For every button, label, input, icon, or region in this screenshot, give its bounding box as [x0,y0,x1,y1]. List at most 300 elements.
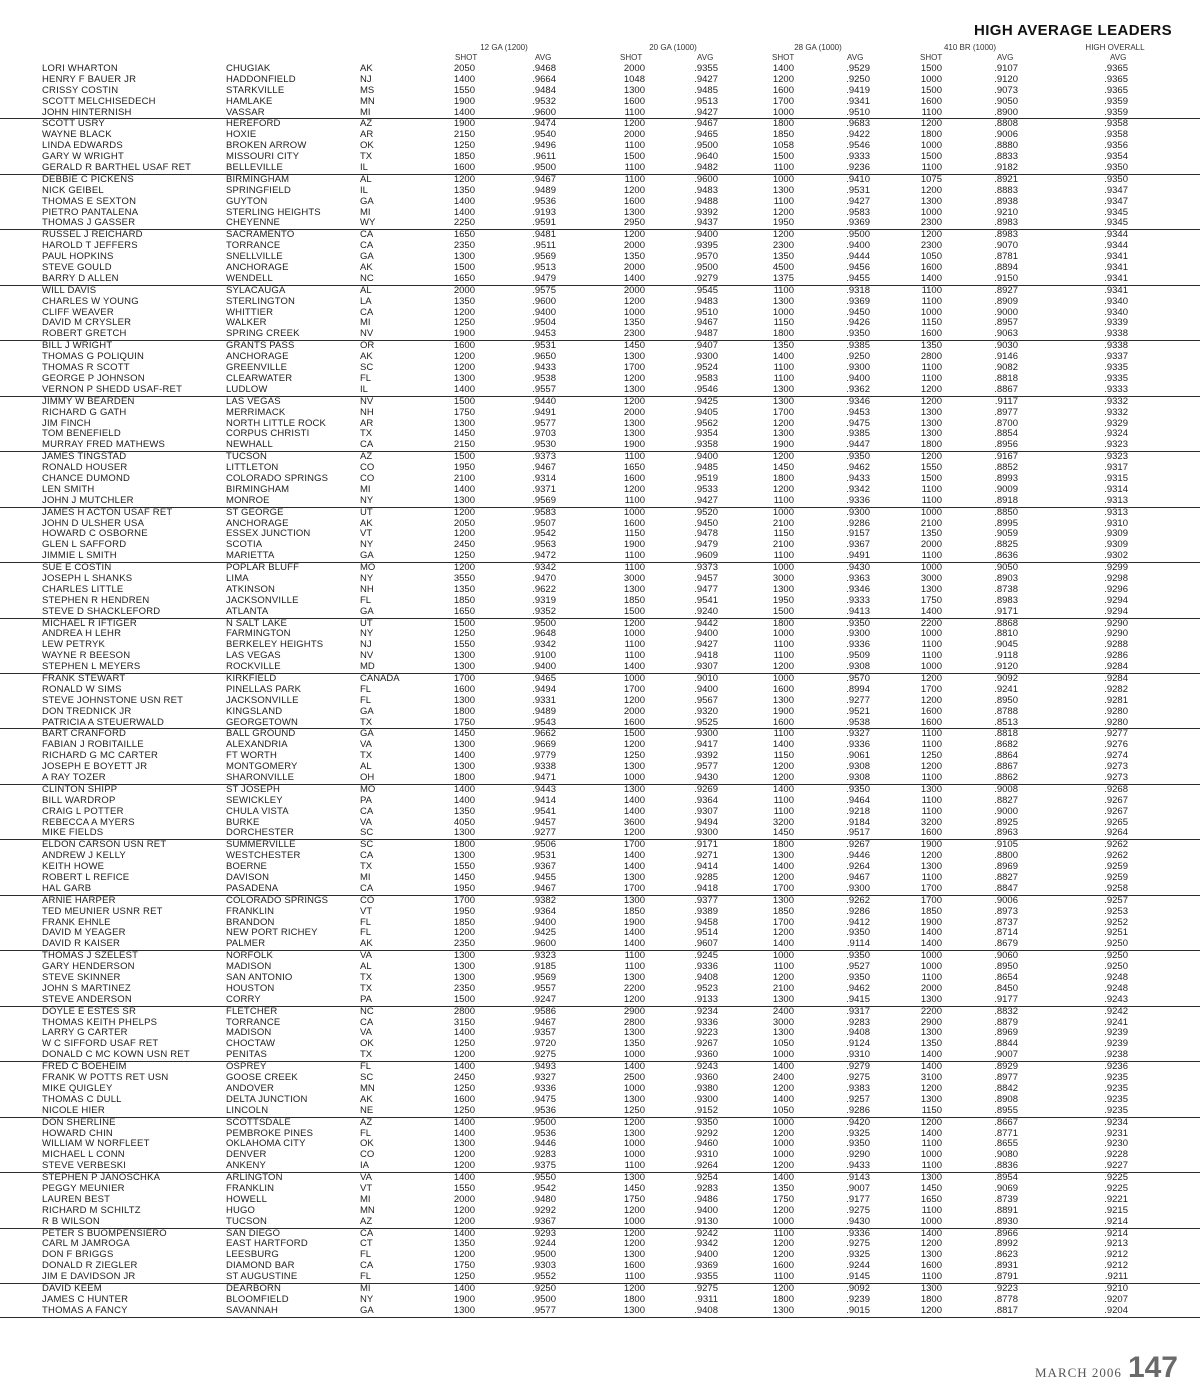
cell-avg-overall: .9273 [1104,772,1128,783]
issue-date: MARCH 2006 [1035,1365,1122,1380]
cell-avg-12: .9586 [532,1005,556,1017]
cell-avg-12: .9303 [532,1260,556,1272]
cell-state: OK [360,140,374,152]
cell-state: IL [360,383,368,395]
cell-avg-12: .9664 [532,73,556,85]
cell-city: ANCHORAGE [226,351,289,363]
cell-shot-28: 1850 [772,905,794,917]
cell-avg-12: .9569 [532,494,556,506]
cell-shot-12: 1350 [453,1238,475,1250]
cell-avg-410: .9063 [994,328,1018,340]
cell-name: DON SHERLINE [42,1116,116,1128]
cell-shot-28: 1200 [772,772,794,783]
cell-name: JAMES H ACTON USAF RET [42,506,173,518]
cell-name: JOHN S MARTINEZ [42,982,131,994]
table-row [0,563,1200,574]
cell-shot-20: 1300 [623,894,645,906]
cell-avg-20: .9520 [694,506,718,518]
cell-avg-410: .8950 [994,961,1018,973]
table-row [0,274,1200,285]
cell-avg-12: .9542 [532,1182,556,1194]
cell-city: LINCOLN [226,1104,269,1116]
cell-name: KEITH HOWE [42,861,105,873]
table-row [0,729,1200,740]
table-row [0,984,1200,995]
cell-shot-12: 2050 [453,517,475,529]
page-footer [1035,1351,1178,1385]
row-group [0,619,1200,674]
cell-avg-12: .9552 [532,1271,556,1283]
cell-city: PALMER [226,938,266,950]
cell-shot-20: 1100 [624,961,645,973]
cell-shot-12: 1400 [453,106,475,118]
cell-avg-28: .9475 [846,417,870,429]
cell-name: TED MEUNIER USNR RET [42,905,163,917]
cell-shot-12: 1400 [453,750,475,762]
cell-shot-20: 2900 [623,1005,645,1017]
cell-city: ATLANTA [226,605,269,617]
cell-avg-overall: .9248 [1104,972,1128,984]
cell-shot-410: 3200 [920,816,942,828]
table-row [0,640,1200,651]
cell-shot-20: 1200 [623,295,645,307]
cell-city: WENDELL [226,272,273,284]
cell-avg-410: .8909 [994,295,1018,307]
cell-city: TORRANCE [226,240,281,252]
cell-state: MN [360,95,375,107]
cell-avg-overall: .9210 [1104,1282,1128,1294]
cell-avg-overall: .9236 [1104,1061,1128,1073]
cell-shot-28: 1200 [772,872,794,884]
cell-avg-20: .9364 [694,794,718,806]
cell-avg-410: .9118 [994,650,1018,662]
cell-avg-28: .9350 [846,927,870,939]
table-row [0,1118,1200,1129]
cell-avg-410: .9006 [994,129,1018,141]
header-avg-12: AVG [535,53,552,62]
header-shot-12: SHOT [455,53,478,62]
cell-shot-410: 1500 [920,151,942,163]
cell-shot-28: 4500 [772,262,794,274]
cell-shot-28: 1200 [772,451,794,463]
cell-state: NY [360,628,374,640]
cell-shot-28: 3000 [772,572,794,584]
cell-shot-12: 1200 [453,927,475,939]
cell-avg-12: .9319 [532,594,556,606]
cell-shot-28: 1200 [772,1238,794,1250]
page-title: HIGH AVERAGE LEADERS [973,22,1172,39]
table-row [0,918,1200,929]
cell-avg-28: .9239 [846,1293,870,1305]
cell-state: GA [360,1304,374,1316]
cell-shot-20: 2500 [623,1072,645,1084]
cell-state: IL [360,162,368,174]
cell-name: STEVE ANDERSON [42,993,132,1005]
cell-avg-28: .9300 [846,628,870,640]
cell-avg-12: .9433 [532,362,556,374]
cell-state: OK [360,1138,374,1150]
cell-shot-12: 2050 [453,63,475,74]
cell-city: JACKSONVILLE [226,594,299,606]
table-row [0,1073,1200,1084]
column-header [0,42,1200,64]
cell-city: WALKER [226,317,267,329]
cell-state: MI [360,317,371,329]
cell-name: STEPHEN R HENDREN [42,594,150,606]
cell-shot-28: 1100 [773,728,794,740]
table-row [0,119,1200,130]
cell-name: RUSSEL J REICHARD [42,229,143,241]
cell-name: LORI WHARTON [42,63,118,74]
cell-state: AR [360,129,374,141]
cell-shot-12: 1350 [453,184,475,196]
cell-shot-12: 2800 [453,1005,475,1017]
cell-avg-overall: .9214 [1104,1215,1128,1227]
table-row [0,218,1200,229]
cell-avg-overall: .9252 [1104,916,1128,928]
cell-shot-12: 1700 [453,672,475,684]
cell-avg-410: .9060 [994,950,1018,962]
cell-name: THOMAS G POLIQUIN [42,351,145,363]
cell-avg-12: .9467 [532,173,556,185]
cell-shot-28: 1100 [773,284,794,296]
cell-avg-410: .8800 [994,850,1018,862]
cell-avg-12: .9494 [532,683,556,695]
cell-avg-12: .9457 [532,816,556,828]
cell-avg-12: .9467 [532,462,556,474]
row-group [0,341,1200,396]
cell-city: MONTGOMERY [226,761,298,773]
cell-shot-20: 1000 [623,672,645,684]
cell-avg-410: .8844 [994,1038,1018,1050]
cell-shot-28: 1950 [772,594,794,606]
cell-avg-28: .9007 [846,1182,870,1194]
cell-avg-12: .9481 [532,229,556,241]
cell-avg-28: .9583 [846,206,870,218]
cell-shot-12: 3150 [453,1016,475,1028]
cell-shot-12: 1500 [453,451,475,463]
cell-shot-12: 1800 [453,839,475,851]
cell-avg-410: .8931 [994,1260,1018,1272]
cell-shot-28: 2400 [772,1072,794,1084]
cell-shot-410: 1400 [920,1061,942,1073]
cell-state: VA [360,739,372,751]
cell-shot-410: 1300 [920,1172,942,1184]
table-row [0,574,1200,585]
cell-avg-20: .9425 [694,395,718,407]
cell-name: DEBBIE C PICKENS [42,173,134,185]
cell-shot-12: 1350 [453,295,475,307]
cell-shot-12: 1200 [453,506,475,518]
cell-shot-410: 1100 [921,494,942,506]
cell-city: HADDONFIELD [226,73,296,85]
cell-name: HENRY F BAUER JR [42,73,137,85]
cell-avg-410: .8850 [994,506,1018,518]
header-20ga: 20 GA (1000) [649,43,697,52]
cell-avg-28: .9283 [846,1016,870,1028]
cell-avg-410: .9069 [994,1182,1018,1194]
cell-state: MN [360,1082,375,1094]
cell-avg-12: .9531 [532,340,556,352]
table-row [0,241,1200,252]
cell-shot-20: 1100 [624,562,645,574]
table-row [0,64,1200,75]
cell-city: DORCHESTER [226,827,295,839]
cell-shot-28: 1600 [772,683,794,695]
cell-state: NH [360,583,374,595]
cell-name: TOM BENEFIELD [42,428,121,440]
cell-shot-28: 1100 [773,494,794,506]
cell-state: MO [360,562,376,574]
cell-shot-28: 1900 [772,705,794,717]
cell-avg-410: .8864 [994,750,1018,762]
cell-avg-28: .9308 [846,772,870,783]
cell-shot-20: 1000 [623,628,645,640]
cell-avg-12: .9600 [532,938,556,950]
cell-avg-overall: .9341 [1104,284,1128,296]
cell-avg-20: .9486 [694,1193,718,1205]
cell-shot-410: 1400 [920,1127,942,1139]
cell-avg-12: .9563 [532,539,556,551]
cell-avg-28: .9290 [846,1149,870,1161]
cell-avg-overall: .9284 [1104,661,1128,673]
cell-avg-20: .9562 [694,417,718,429]
cell-avg-overall: .9359 [1104,106,1128,118]
cell-city: HEREFORD [226,118,281,130]
cell-avg-410: .9150 [994,272,1018,284]
cell-avg-overall: .9350 [1104,162,1128,174]
header-shot-28: SHOT [772,53,795,62]
cell-state: AK [360,63,373,74]
table-row [0,1018,1200,1029]
cell-city: SUMMERVILLE [226,839,296,851]
cell-avg-overall: .9242 [1104,1005,1128,1017]
cell-shot-20: 1400 [623,938,645,950]
cell-avg-410: .9105 [994,839,1018,851]
cell-city: SAVANNAH [226,1304,279,1316]
cell-avg-28: .9363 [846,572,870,584]
cell-shot-12: 1250 [453,550,475,562]
cell-avg-20: .9487 [694,328,718,340]
cell-avg-28: .9336 [846,739,870,751]
cell-avg-20: .9171 [694,839,718,851]
cell-name: GLEN L SAFFORD [42,539,127,551]
table-row [0,163,1200,174]
cell-avg-28: .9430 [846,1215,870,1227]
cell-name: A RAY TOZER [42,772,106,783]
table-row [0,907,1200,918]
table-row [0,540,1200,551]
cell-shot-12: 2100 [453,472,475,484]
cell-avg-28: .9300 [846,506,870,518]
cell-shot-20: 1300 [623,1249,645,1261]
cell-shot-410: 1200 [920,694,942,706]
cell-avg-410: .8957 [994,317,1018,329]
cell-avg-410: .8954 [994,1172,1018,1184]
cell-shot-12: 1250 [453,317,475,329]
cell-avg-20: .9400 [694,1249,718,1261]
cell-avg-410: .8852 [994,462,1018,474]
cell-shot-28: 1700 [772,916,794,928]
cell-name: CLINTON SHIPP [42,783,118,795]
cell-avg-20: .9240 [694,605,718,617]
cell-avg-20: .9513 [694,95,718,107]
table-row [0,1050,1200,1061]
cell-shot-12: 1300 [453,650,475,662]
cell-avg-12: .9323 [532,950,556,962]
cell-avg-28: .9257 [846,1093,870,1105]
cell-name: BART CRANFORD [42,728,127,740]
cell-state: AZ [360,1215,373,1227]
header-28ga: 28 GA (1000) [794,43,842,52]
cell-shot-20: 1200 [623,993,645,1005]
cell-name: CRISSY COSTIN [42,84,119,96]
cell-avg-overall: .9250 [1104,961,1128,973]
cell-city: WESTCHESTER [226,850,301,862]
cell-city: BIRMINGHAM [226,483,290,495]
cell-shot-20: 1100 [624,950,645,962]
cell-shot-28: 1200 [772,661,794,673]
cell-avg-28: .9015 [846,1304,870,1316]
cell-avg-12: .9471 [532,772,556,783]
cell-avg-28: .9350 [846,328,870,340]
cell-avg-overall: .9317 [1104,462,1128,474]
cell-state: MN [360,1204,375,1216]
cell-name: CHANCE DUMOND [42,472,131,484]
cell-name: ANDREA H LEHR [42,628,122,640]
cell-state: CA [360,882,374,894]
cell-name: LAUREN BEST [42,1193,111,1205]
table-row [0,696,1200,707]
cell-shot-12: 1300 [453,1138,475,1150]
cell-avg-overall: .9225 [1104,1172,1128,1184]
cell-avg-overall: .9314 [1104,483,1128,495]
cell-avg-12: .9479 [532,272,556,284]
cell-name: JOSEPH L SHANKS [42,572,133,584]
cell-avg-12: .9100 [532,650,556,662]
cell-shot-410: 1600 [920,1260,942,1272]
cell-avg-20: .9467 [694,118,718,130]
cell-city: PASADENA [226,882,279,894]
cell-city: HAMLAKE [226,95,273,107]
cell-avg-12: .9536 [532,1104,556,1116]
cell-shot-12: 1600 [453,340,475,352]
cell-state: VA [360,950,372,962]
cell-shot-12: 1550 [453,639,475,651]
cell-shot-410: 1600 [920,716,942,728]
cell-avg-20: .9373 [694,562,718,574]
cell-avg-overall: .9286 [1104,650,1128,662]
cell-avg-12: .9425 [532,927,556,939]
cell-shot-28: 1400 [772,63,794,74]
table-row [0,862,1200,873]
cell-shot-20: 1100 [624,106,645,118]
cell-avg-20: .9525 [694,716,718,728]
cell-avg-overall: .9250 [1104,950,1128,962]
table-row [0,130,1200,141]
cell-avg-12: .9367 [532,861,556,873]
cell-shot-20: 1700 [623,683,645,695]
cell-city: MISSOURI CITY [226,151,300,163]
cell-state: TX [360,861,373,873]
cell-state: IL [360,184,368,196]
cell-city: SYLACAUGA [226,284,286,296]
table-row [0,939,1200,950]
cell-state: MI [360,1282,371,1294]
cell-name: SUE E COSTIN [42,562,112,574]
cell-shot-20: 2000 [623,406,645,418]
cell-avg-20: .9510 [694,306,718,318]
cell-avg-overall: .9243 [1104,993,1128,1005]
cell-avg-12: .9504 [532,317,556,329]
cell-shot-410: 1100 [921,639,942,651]
cell-avg-12: .9530 [532,439,556,451]
cell-city: HOXIE [226,129,257,141]
table-row [0,718,1200,729]
cell-avg-12: .9577 [532,1304,556,1316]
cell-avg-20: .9292 [694,1127,718,1139]
cell-avg-410: .8868 [994,617,1018,629]
cell-city: OKLAHOMA CITY [226,1138,306,1150]
cell-state: CA [360,240,374,252]
header-12ga: 12 GA (1200) [480,43,528,52]
cell-state: CO [360,462,375,474]
cell-city: PINELLAS PARK [226,683,302,695]
cell-shot-410: 1100 [921,650,942,662]
cell-shot-28: 1400 [772,1061,794,1073]
cell-avg-410: .8827 [994,794,1018,806]
table-row [0,286,1200,297]
cell-avg-12: .9511 [532,240,556,252]
cell-avg-410: .8450 [994,982,1018,994]
cell-avg-28: .9342 [846,483,870,495]
cell-name: FABIAN J ROBITAILLE [42,739,144,751]
cell-shot-410: 1200 [920,451,942,463]
cell-avg-28: .9250 [846,73,870,85]
table-row [0,674,1200,685]
cell-city: NEW PORT RICHEY [226,927,318,939]
cell-avg-410: .9167 [994,451,1018,463]
cell-avg-overall: .9214 [1104,1227,1128,1239]
cell-shot-410: 1000 [920,73,942,85]
cell-shot-410: 2000 [920,539,942,551]
cell-city: KIRKFIELD [226,672,277,684]
cell-state: NJ [360,639,372,651]
cell-city: MADISON [226,961,272,973]
cell-avg-410: .8921 [994,173,1018,185]
cell-avg-28: .9433 [846,472,870,484]
cell-avg-12: .9779 [532,750,556,762]
table-row [0,175,1200,186]
cell-shot-28: 1200 [772,1127,794,1139]
cell-avg-12: .9669 [532,739,556,751]
cell-shot-28: 1800 [772,617,794,629]
cell-avg-20: .9307 [694,805,718,817]
cell-shot-20: 1600 [623,716,645,728]
cell-avg-overall: .9338 [1104,340,1128,352]
cell-city: MARIETTA [226,550,275,562]
table-row [0,508,1200,519]
cell-avg-20: .9427 [694,494,718,506]
cell-shot-20: 1400 [623,927,645,939]
cell-avg-28: .9369 [846,295,870,307]
cell-avg-overall: .9268 [1104,783,1128,795]
cell-avg-28: .9218 [846,805,870,817]
cell-name: CRAIG L POTTER [42,805,124,817]
cell-shot-28: 1200 [772,1204,794,1216]
cell-avg-410: .8956 [994,439,1018,451]
cell-shot-28: 1000 [772,1049,794,1061]
